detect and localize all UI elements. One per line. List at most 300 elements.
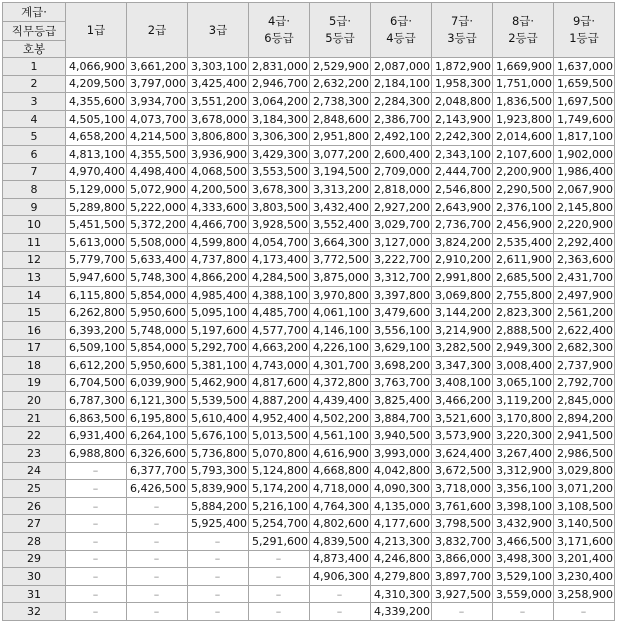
table-row xyxy=(3,198,615,216)
column-header xyxy=(188,3,249,58)
salary-cell: 6,509,100 xyxy=(66,339,127,357)
salary-cell: 6,988,800 xyxy=(66,445,127,463)
table-row xyxy=(3,392,615,410)
table-row xyxy=(3,497,615,515)
salary-cell: 2,643,900 xyxy=(432,198,493,216)
salary-cell: 6,121,300 xyxy=(127,392,188,410)
salary-cell: 2,290,500 xyxy=(493,181,554,199)
salary-cell: 5,174,200 xyxy=(249,480,310,498)
salary-cell: 2,941,500 xyxy=(554,427,615,445)
empty-cell: – xyxy=(249,585,310,603)
salary-cell: 2,292,400 xyxy=(554,233,615,251)
table-row xyxy=(3,427,615,445)
table-body xyxy=(3,58,615,621)
salary-cell: 3,214,900 xyxy=(432,321,493,339)
salary-cell: 3,398,100 xyxy=(493,497,554,515)
salary-cell: 4,173,400 xyxy=(249,251,310,269)
empty-cell: – xyxy=(310,603,371,621)
salary-cell: 2,831,000 xyxy=(249,58,310,76)
salary-cell: 3,897,700 xyxy=(432,568,493,586)
salary-cell: 5,793,300 xyxy=(188,462,249,480)
salary-cell: 6,863,500 xyxy=(66,409,127,427)
empty-cell: – xyxy=(66,462,127,480)
salary-cell: 3,201,400 xyxy=(554,550,615,568)
column-header xyxy=(554,3,615,58)
salary-cell: 3,763,700 xyxy=(371,374,432,392)
step-cell: 7 xyxy=(3,163,66,181)
table-row xyxy=(3,339,615,357)
salary-cell: 3,629,100 xyxy=(371,339,432,357)
salary-cell: 1,986,400 xyxy=(554,163,615,181)
salary-cell: 5,736,800 xyxy=(188,445,249,463)
salary-cell: 2,946,700 xyxy=(249,75,310,93)
empty-cell: – xyxy=(249,568,310,586)
table-row xyxy=(3,93,615,111)
salary-cell: 3,718,000 xyxy=(432,480,493,498)
salary-cell: 2,087,000 xyxy=(371,58,432,76)
salary-cell: 3,559,000 xyxy=(493,585,554,603)
salary-cell: 5,633,400 xyxy=(127,251,188,269)
salary-cell: 3,672,500 xyxy=(432,462,493,480)
step-cell: 27 xyxy=(3,515,66,533)
step-cell: 30 xyxy=(3,568,66,586)
step-cell: 15 xyxy=(3,304,66,322)
salary-cell: 3,140,500 xyxy=(554,515,615,533)
table-row xyxy=(3,550,615,568)
table-row xyxy=(3,75,615,93)
salary-cell: 3,029,700 xyxy=(371,216,432,234)
salary-cell: 3,267,400 xyxy=(493,445,554,463)
empty-cell: – xyxy=(127,515,188,533)
salary-cell: 4,561,100 xyxy=(310,427,371,445)
salary-cell: 3,806,800 xyxy=(188,128,249,146)
empty-cell: – xyxy=(432,603,493,621)
salary-cell: 2,497,900 xyxy=(554,286,615,304)
empty-cell: – xyxy=(493,603,554,621)
salary-cell: 4,054,700 xyxy=(249,233,310,251)
salary-cell: 2,738,300 xyxy=(310,93,371,111)
salary-cell: 3,184,300 xyxy=(249,110,310,128)
salary-cell: 4,668,800 xyxy=(310,462,371,480)
empty-cell: – xyxy=(127,585,188,603)
column-header-label: 1급 xyxy=(86,22,106,37)
salary-cell: 3,282,500 xyxy=(432,339,493,357)
salary-cell: 4,616,900 xyxy=(310,445,371,463)
salary-cell: 6,426,500 xyxy=(127,480,188,498)
salary-cell: 5,950,600 xyxy=(127,304,188,322)
salary-cell: 5,124,800 xyxy=(249,462,310,480)
salary-cell: 2,986,500 xyxy=(554,445,615,463)
salary-cell: 2,145,800 xyxy=(554,198,615,216)
salary-cell: 6,393,200 xyxy=(66,321,127,339)
salary-cell: 5,950,600 xyxy=(127,357,188,375)
salary-cell: 3,356,100 xyxy=(493,480,554,498)
column-header xyxy=(249,3,310,58)
salary-cell: 3,573,900 xyxy=(432,427,493,445)
salary-cell: 3,970,800 xyxy=(310,286,371,304)
table-row xyxy=(3,480,615,498)
column-header-label: 2급 xyxy=(147,22,167,37)
table-row xyxy=(3,163,615,181)
salary-cell: 4,813,100 xyxy=(66,145,127,163)
step-cell: 10 xyxy=(3,216,66,234)
table-row xyxy=(3,286,615,304)
salary-cell: 3,866,000 xyxy=(432,550,493,568)
salary-cell: 4,213,300 xyxy=(371,533,432,551)
salary-cell: 2,363,600 xyxy=(554,251,615,269)
salary-cell: 4,485,700 xyxy=(249,304,310,322)
corner-header-step: 호봉 xyxy=(3,41,66,58)
step-cell: 17 xyxy=(3,339,66,357)
salary-cell: 5,779,700 xyxy=(66,251,127,269)
salary-cell: 3,220,300 xyxy=(493,427,554,445)
column-header xyxy=(493,3,554,58)
column-header xyxy=(432,3,493,58)
salary-cell: 3,108,500 xyxy=(554,497,615,515)
empty-cell: – xyxy=(249,603,310,621)
table-row xyxy=(3,533,615,551)
salary-cell: 4,214,500 xyxy=(127,128,188,146)
salary-cell: 4,066,900 xyxy=(66,58,127,76)
salary-cell: 2,910,200 xyxy=(432,251,493,269)
salary-cell: 3,824,200 xyxy=(432,233,493,251)
salary-cell: 4,355,500 xyxy=(127,145,188,163)
salary-cell: 1,923,800 xyxy=(493,110,554,128)
salary-cell: 2,894,200 xyxy=(554,409,615,427)
salary-cell: 3,552,400 xyxy=(310,216,371,234)
salary-cell: 2,220,900 xyxy=(554,216,615,234)
salary-cell: 5,748,000 xyxy=(127,321,188,339)
step-cell: 24 xyxy=(3,462,66,480)
salary-cell: 2,546,800 xyxy=(432,181,493,199)
salary-cell: 1,836,500 xyxy=(493,93,554,111)
salary-cell: 2,107,600 xyxy=(493,145,554,163)
column-header xyxy=(66,3,127,58)
empty-cell: – xyxy=(66,603,127,621)
salary-cell: 2,949,300 xyxy=(493,339,554,357)
salary-cell: 5,129,000 xyxy=(66,181,127,199)
step-cell: 19 xyxy=(3,374,66,392)
salary-cell: 4,873,400 xyxy=(310,550,371,568)
salary-cell: 4,372,800 xyxy=(310,374,371,392)
salary-cell: 4,466,700 xyxy=(188,216,249,234)
column-header-label: 8급· xyxy=(511,14,535,28)
salary-cell: 2,845,000 xyxy=(554,392,615,410)
empty-cell: – xyxy=(188,568,249,586)
salary-cell: 5,289,800 xyxy=(66,198,127,216)
salary-cell: 3,222,700 xyxy=(371,251,432,269)
table-row xyxy=(3,462,615,480)
salary-cell: 3,069,800 xyxy=(432,286,493,304)
step-cell: 22 xyxy=(3,427,66,445)
salary-cell: 3,803,500 xyxy=(249,198,310,216)
column-header-sublabel: 1등급 xyxy=(569,31,599,45)
table-row xyxy=(3,357,615,375)
salary-cell: 2,611,900 xyxy=(493,251,554,269)
salary-cell: 1,958,300 xyxy=(432,75,493,93)
salary-cell: 3,312,900 xyxy=(493,462,554,480)
salary-cell: 4,177,600 xyxy=(371,515,432,533)
step-cell: 28 xyxy=(3,533,66,551)
salary-cell: 3,624,400 xyxy=(432,445,493,463)
empty-cell: – xyxy=(66,568,127,586)
column-header-label: 7급· xyxy=(450,14,474,28)
salary-cell: 6,195,800 xyxy=(127,409,188,427)
salary-cell: 2,067,900 xyxy=(554,181,615,199)
table-row xyxy=(3,181,615,199)
salary-cell: 3,171,600 xyxy=(554,533,615,551)
salary-cell: 2,242,300 xyxy=(432,128,493,146)
salary-cell: 3,875,000 xyxy=(310,269,371,287)
salary-cell: 4,439,400 xyxy=(310,392,371,410)
salary-cell: 2,755,800 xyxy=(493,286,554,304)
salary-cell: 4,887,200 xyxy=(249,392,310,410)
salary-cell: 5,947,600 xyxy=(66,269,127,287)
empty-cell: – xyxy=(127,568,188,586)
salary-cell: 3,008,400 xyxy=(493,357,554,375)
salary-cell: 4,577,700 xyxy=(249,321,310,339)
salary-cell: 2,492,100 xyxy=(371,128,432,146)
salary-cell: 3,144,200 xyxy=(432,304,493,322)
step-cell: 12 xyxy=(3,251,66,269)
empty-cell: – xyxy=(66,480,127,498)
salary-cell: 5,072,900 xyxy=(127,181,188,199)
table-row xyxy=(3,585,615,603)
salary-cell: 2,529,900 xyxy=(310,58,371,76)
salary-cell: 2,848,600 xyxy=(310,110,371,128)
empty-cell: – xyxy=(188,550,249,568)
salary-cell: 3,306,300 xyxy=(249,128,310,146)
empty-cell: – xyxy=(127,550,188,568)
empty-cell: – xyxy=(188,603,249,621)
salary-cell: 1,697,500 xyxy=(554,93,615,111)
step-cell: 5 xyxy=(3,128,66,146)
step-cell: 29 xyxy=(3,550,66,568)
salary-cell: 4,200,500 xyxy=(188,181,249,199)
table-row xyxy=(3,304,615,322)
column-header-sublabel: 4등급 xyxy=(386,31,416,45)
salary-cell: 3,772,500 xyxy=(310,251,371,269)
empty-cell: – xyxy=(66,533,127,551)
salary-cell: 2,818,000 xyxy=(371,181,432,199)
corner-header-grade: 계급· xyxy=(3,3,66,22)
salary-cell: 2,737,900 xyxy=(554,357,615,375)
salary-cell: 1,659,500 xyxy=(554,75,615,93)
salary-cell: 3,408,100 xyxy=(432,374,493,392)
salary-cell: 4,301,700 xyxy=(310,357,371,375)
salary-cell: 4,042,800 xyxy=(371,462,432,480)
salary-cell: 1,637,000 xyxy=(554,58,615,76)
salary-cell: 3,936,900 xyxy=(188,145,249,163)
salary-cell: 5,095,100 xyxy=(188,304,249,322)
salary-cell: 3,761,600 xyxy=(432,497,493,515)
column-header xyxy=(310,3,371,58)
empty-cell: – xyxy=(249,550,310,568)
step-cell: 13 xyxy=(3,269,66,287)
salary-cell: 3,993,000 xyxy=(371,445,432,463)
salary-cell: 3,071,200 xyxy=(554,480,615,498)
salary-cell: 3,884,700 xyxy=(371,409,432,427)
salary-cell: 3,940,500 xyxy=(371,427,432,445)
salary-cell: 1,669,900 xyxy=(493,58,554,76)
salary-cell: 3,065,100 xyxy=(493,374,554,392)
salary-cell: 3,927,500 xyxy=(432,585,493,603)
salary-cell: 3,127,000 xyxy=(371,233,432,251)
table-row xyxy=(3,374,615,392)
table-row xyxy=(3,321,615,339)
step-cell: 14 xyxy=(3,286,66,304)
salary-cell: 4,333,600 xyxy=(188,198,249,216)
table-row xyxy=(3,445,615,463)
column-header-label: 6급· xyxy=(389,14,413,28)
salary-cell: 5,292,700 xyxy=(188,339,249,357)
step-cell: 2 xyxy=(3,75,66,93)
salary-cell: 3,498,300 xyxy=(493,550,554,568)
table-row xyxy=(3,58,615,76)
step-cell: 3 xyxy=(3,93,66,111)
salary-cell: 5,254,700 xyxy=(249,515,310,533)
step-cell: 4 xyxy=(3,110,66,128)
salary-cell: 2,823,300 xyxy=(493,304,554,322)
salary-cell: 6,039,900 xyxy=(127,374,188,392)
salary-cell: 4,226,100 xyxy=(310,339,371,357)
salary-cell: 3,170,800 xyxy=(493,409,554,427)
salary-cell: 5,451,500 xyxy=(66,216,127,234)
salary-cell: 4,663,200 xyxy=(249,339,310,357)
salary-cell: 4,388,100 xyxy=(249,286,310,304)
column-header-label: 5급· xyxy=(328,14,352,28)
salary-cell: 2,632,200 xyxy=(310,75,371,93)
salary-cell: 4,146,100 xyxy=(310,321,371,339)
salary-cell: 2,456,900 xyxy=(493,216,554,234)
salary-cell: 4,599,800 xyxy=(188,233,249,251)
salary-cell: 3,678,000 xyxy=(188,110,249,128)
salary-cell: 3,312,700 xyxy=(371,269,432,287)
salary-cell: 4,970,400 xyxy=(66,163,127,181)
salary-cell: 6,787,300 xyxy=(66,392,127,410)
corner-header-duty-grade: 직무등급 xyxy=(3,22,66,41)
salary-cell: 6,931,400 xyxy=(66,427,127,445)
salary-cell: 2,561,200 xyxy=(554,304,615,322)
salary-cell: 4,498,400 xyxy=(127,163,188,181)
salary-cell: 5,854,000 xyxy=(127,339,188,357)
salary-cell: 4,764,300 xyxy=(310,497,371,515)
salary-cell: 3,551,200 xyxy=(188,93,249,111)
step-cell: 1 xyxy=(3,58,66,76)
table-row xyxy=(3,216,615,234)
salary-cell: 5,462,900 xyxy=(188,374,249,392)
column-header-sublabel: 5등급 xyxy=(325,31,355,45)
salary-cell: 3,425,400 xyxy=(188,75,249,93)
step-cell: 26 xyxy=(3,497,66,515)
salary-cell: 1,749,600 xyxy=(554,110,615,128)
pay-table-container xyxy=(2,2,615,621)
salary-cell: 2,431,700 xyxy=(554,269,615,287)
salary-step-table xyxy=(2,2,615,621)
salary-cell: 4,355,600 xyxy=(66,93,127,111)
salary-cell: 3,553,500 xyxy=(249,163,310,181)
salary-cell: 3,934,700 xyxy=(127,93,188,111)
salary-cell: 4,737,800 xyxy=(188,251,249,269)
salary-cell: 5,610,400 xyxy=(188,409,249,427)
salary-cell: 6,264,100 xyxy=(127,427,188,445)
salary-cell: 3,432,400 xyxy=(310,198,371,216)
salary-cell: 4,906,300 xyxy=(310,568,371,586)
column-header-label: 9급· xyxy=(572,14,596,28)
step-cell: 25 xyxy=(3,480,66,498)
salary-cell: 5,222,000 xyxy=(127,198,188,216)
salary-cell: 2,622,400 xyxy=(554,321,615,339)
salary-cell: 3,832,700 xyxy=(432,533,493,551)
salary-cell: 4,817,600 xyxy=(249,374,310,392)
salary-cell: 3,797,000 xyxy=(127,75,188,93)
salary-cell: 6,115,800 xyxy=(66,286,127,304)
empty-cell: – xyxy=(310,585,371,603)
salary-cell: 3,466,500 xyxy=(493,533,554,551)
salary-cell: 5,748,300 xyxy=(127,269,188,287)
salary-cell: 3,556,100 xyxy=(371,321,432,339)
salary-cell: 2,685,500 xyxy=(493,269,554,287)
salary-cell: 4,718,000 xyxy=(310,480,371,498)
salary-cell: 4,743,000 xyxy=(249,357,310,375)
table-row xyxy=(3,110,615,128)
salary-cell: 3,313,200 xyxy=(310,181,371,199)
salary-cell: 3,661,200 xyxy=(127,58,188,76)
salary-cell: 2,535,400 xyxy=(493,233,554,251)
empty-cell: – xyxy=(66,515,127,533)
salary-cell: 2,343,100 xyxy=(432,145,493,163)
salary-cell: 2,792,700 xyxy=(554,374,615,392)
salary-cell: 4,839,500 xyxy=(310,533,371,551)
salary-cell: 4,073,700 xyxy=(127,110,188,128)
salary-cell: 4,246,800 xyxy=(371,550,432,568)
empty-cell: – xyxy=(66,550,127,568)
salary-cell: 5,381,100 xyxy=(188,357,249,375)
step-cell: 32 xyxy=(3,603,66,621)
salary-cell: 4,279,800 xyxy=(371,568,432,586)
salary-cell: 3,347,300 xyxy=(432,357,493,375)
salary-cell: 6,262,800 xyxy=(66,304,127,322)
salary-cell: 4,061,100 xyxy=(310,304,371,322)
empty-cell: – xyxy=(188,585,249,603)
salary-cell: 4,658,200 xyxy=(66,128,127,146)
salary-cell: 2,709,000 xyxy=(371,163,432,181)
step-cell: 8 xyxy=(3,181,66,199)
salary-cell: 5,013,500 xyxy=(249,427,310,445)
salary-cell: 3,466,200 xyxy=(432,392,493,410)
salary-cell: 5,854,000 xyxy=(127,286,188,304)
empty-cell: – xyxy=(127,533,188,551)
salary-cell: 3,230,400 xyxy=(554,568,615,586)
salary-cell: 3,194,500 xyxy=(310,163,371,181)
step-cell: 11 xyxy=(3,233,66,251)
empty-cell: – xyxy=(66,497,127,515)
table-row xyxy=(3,568,615,586)
salary-cell: 3,432,900 xyxy=(493,515,554,533)
column-header-label: 4급· xyxy=(267,14,291,28)
step-cell: 31 xyxy=(3,585,66,603)
table-row xyxy=(3,233,615,251)
salary-cell: 2,184,100 xyxy=(371,75,432,93)
salary-cell: 2,386,700 xyxy=(371,110,432,128)
salary-cell: 4,339,200 xyxy=(371,603,432,621)
step-cell: 6 xyxy=(3,145,66,163)
salary-cell: 3,678,300 xyxy=(249,181,310,199)
salary-cell: 4,866,200 xyxy=(188,269,249,287)
salary-cell: 2,682,300 xyxy=(554,339,615,357)
column-header-sublabel: 2등급 xyxy=(508,31,538,45)
table-row xyxy=(3,251,615,269)
